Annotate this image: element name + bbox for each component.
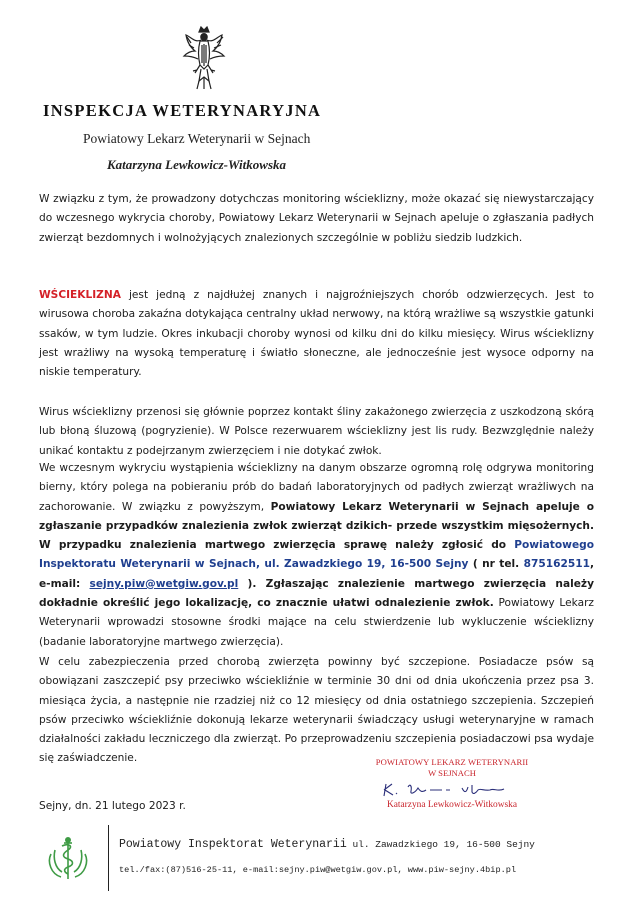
head-officer-name: Katarzyna Lewkowicz-Witkowska bbox=[107, 157, 287, 172]
footer-org-name: Powiatowy Inspektorat Weterynarii bbox=[119, 838, 347, 851]
handwritten-signature bbox=[372, 778, 532, 800]
document-date: Sejny, dn. 21 lutego 2023 r. bbox=[39, 800, 186, 812]
phone-number: 875162511 bbox=[523, 558, 590, 571]
stamp-line-2: W SEJNACH bbox=[428, 768, 476, 778]
email-label: , e-mail: bbox=[39, 558, 594, 590]
paragraph-1: W związku z tym, że prowadzony dotychczas monitoring wścieklizny, może okazać się niewystarczający do wczesnego wykrycia choroby, Powiatowy Lekarz Weterynarii w Sejnach apeluje o zgłaszania padłych zwierząt bezdomnych i wolnożyjących znalezionych szczególnie w pobliżu siedzib ludzkich. bbox=[39, 193, 594, 244]
paragraph-2-text: jest jedną z najdłużej znanych i najgroźniejszych chorób odzwierzęcych. Jest to wirusowa choroba zakaźna dotykająca centralny układ nerwowy, na którą wrażliwe są wszystkie gatunki ssaków, w tym ludzie. Okres inkubacji choroby wynosi od kilku dni do kilku miesięcy. Wirus wścieklizny jest wrażliwy na wysoką temperaturę i światło słoneczne, ale jednocześnie jest wysoce odporny na niskie temperatury. bbox=[39, 289, 594, 379]
paragraph-2 bbox=[39, 286, 594, 382]
phone-label: ( nr tel. bbox=[468, 558, 524, 571]
footer-contact: tel./fax:(87)516-25-11, e-mail:sejny.piw@wetgiw.gov.pl, www.piw-sejny.4bip.pl bbox=[119, 865, 517, 875]
footer-divider bbox=[108, 825, 109, 891]
footer-organization bbox=[119, 838, 535, 851]
stamp-line-1: POWIATOWY LEKARZ WETERYNARII bbox=[375, 757, 529, 767]
inspectorate-address: Powiatowego Inspektoratu Weterynarii w Sejnach, ul. Zawadzkiego 19, 16-500 Sejny bbox=[39, 539, 594, 571]
official-stamp bbox=[372, 757, 532, 810]
appeal-bold-text: Powiatowy Lekarz Weterynarii w Sejnach apeluje o zgłaszanie przypadków znalezienia zwłok zwierząt dzikich- przede wszystkim mięsożernych. W przypadku znalezienia martwego zwierzęcia sprawę należy zgłosić do bbox=[39, 500, 594, 552]
veterinary-caduceus-icon bbox=[43, 832, 93, 882]
office-subtitle: Powiatowy Lekarz Weterynarii w Sejnach bbox=[83, 131, 311, 146]
paragraph-4-closing: Powiatowy Lekarz Weterynarii wprowadzi stosowne środki mające na celu stwierdzenie lub wykluczenie wścieklizny (badanie laboratoryjne martwego zwierzęcia). bbox=[39, 597, 594, 648]
polish-eagle-icon bbox=[181, 23, 227, 93]
stamp-signature-name: Katarzyna Lewkowicz-Witkowska bbox=[386, 800, 518, 810]
paragraph-5: W celu zabezpieczenia przed chorobą zwierzęta powinny być szczepione. Posiadacze psów są obowiązani zaszczepić psy przeciwko wściekliźnie w terminie 30 dni od dnia ukończenia przez psa 3. miesiąca życia, a następnie nie rzadziej niż co 12 miesięcy od dnia ostatniego szczepienia. Szczepień psów przeciwko wściekliźnie dokonują lekarze weterynarii świadczący usługi weterynaryjne w ramach działalności zakładu leczniczego dla zwierząt. Po przeprowadzeniu szczepienia posiadaczowi psa wydaje się zaświadczenie. bbox=[39, 656, 594, 765]
paragraph-4 bbox=[39, 459, 594, 652]
rabies-highlight: WŚCIEKLIZNA bbox=[39, 289, 121, 301]
location-instruction: ). Zgłaszając znalezienie martwego zwierzęcia należy dokładnie określić jego lokalizację, co znacznie ułatwi odnalezienie zwłok. bbox=[39, 577, 594, 610]
footer-address: ul. Zawadzkiego 19, 16-500 Sejny bbox=[346, 839, 535, 850]
paragraph-4-intro: We wczesnym wykryciu wystąpienia wścieklizny na danym obszarze ogromną rolę odgrywa monitoring bierny, który polega na pobieraniu prób do badań laboratoryjnych od padłych zwierząt wrażliwych na zachorowanie. W związku z powyższym, bbox=[39, 462, 594, 513]
email-link[interactable]: sejny.piw@wetgiw.gov.pl bbox=[89, 577, 239, 590]
paragraph-3: Wirus wścieklizny przenosi się głównie poprzez kontakt śliny zakażonego zwierzęcia z uszkodzoną skórą lub błoną śluzową (pogryzienie). W Polsce rezerwuarem wścieklizny jest lis rudy. Bezwzględnie należy unikać kontaktu z podejrzanym zwierzęciem i nie dotykać zwłok. bbox=[39, 406, 594, 457]
institution-title: INSPEKCJA WETERYNARYJNA bbox=[43, 101, 322, 120]
